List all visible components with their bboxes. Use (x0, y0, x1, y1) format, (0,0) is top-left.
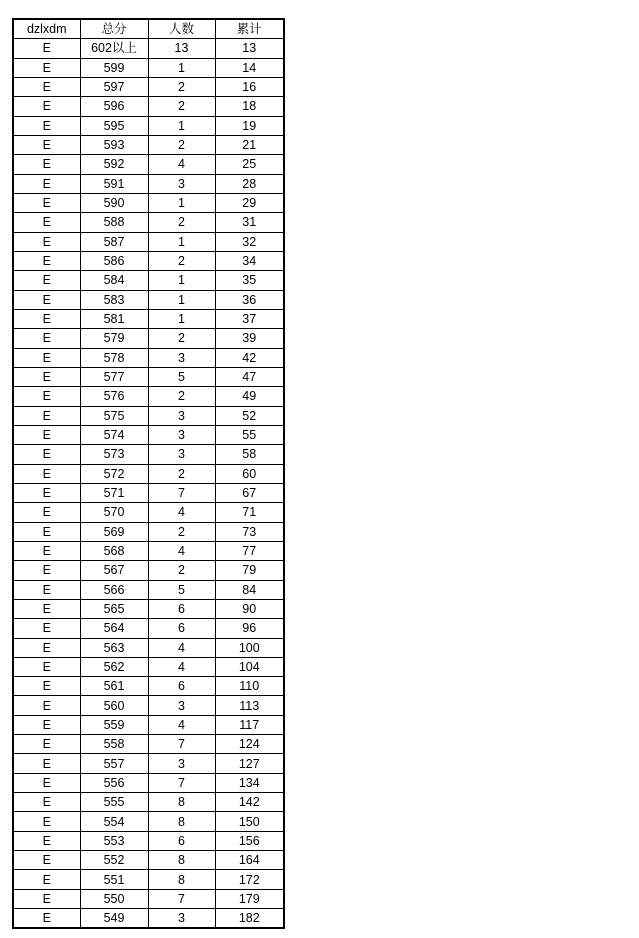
cell-dzlxdm: E (13, 116, 80, 135)
cell-dzlxdm: E (13, 39, 80, 58)
table-row (13, 367, 284, 386)
cell-dzlxdm: E (13, 735, 80, 754)
cell-count: 3 (148, 425, 215, 444)
cell-cumulative: 134 (215, 773, 284, 792)
cell-dzlxdm: E (13, 831, 80, 850)
cell-total-score: 587 (80, 232, 148, 251)
cell-total-score: 586 (80, 251, 148, 270)
cell-cumulative: 58 (215, 445, 284, 464)
cell-count: 2 (148, 464, 215, 483)
table-row (13, 309, 284, 328)
cell-total-score: 567 (80, 561, 148, 580)
cell-dzlxdm: E (13, 638, 80, 657)
cell-total-score: 583 (80, 290, 148, 309)
table-row (13, 39, 284, 58)
cell-cumulative: 150 (215, 812, 284, 831)
cell-total-score: 592 (80, 155, 148, 174)
cell-cumulative: 21 (215, 135, 284, 154)
cell-total-score: 566 (80, 580, 148, 599)
cell-cumulative: 127 (215, 754, 284, 773)
cell-count: 2 (148, 561, 215, 580)
cell-dzlxdm: E (13, 851, 80, 870)
cell-cumulative: 36 (215, 290, 284, 309)
cell-dzlxdm: E (13, 793, 80, 812)
cell-count: 1 (148, 116, 215, 135)
cell-count: 1 (148, 232, 215, 251)
cell-dzlxdm: E (13, 348, 80, 367)
cell-cumulative: 25 (215, 155, 284, 174)
table-row (13, 677, 284, 696)
cell-count: 2 (148, 522, 215, 541)
cell-cumulative: 100 (215, 638, 284, 657)
header-dzlxdm: dzlxdm (13, 19, 80, 39)
cell-dzlxdm: E (13, 155, 80, 174)
cell-total-score: 551 (80, 870, 148, 889)
cell-cumulative: 18 (215, 97, 284, 116)
cell-dzlxdm: E (13, 97, 80, 116)
cell-cumulative: 49 (215, 387, 284, 406)
cell-dzlxdm: E (13, 251, 80, 270)
table-row (13, 599, 284, 618)
table-row (13, 174, 284, 193)
table-row (13, 348, 284, 367)
table-row (13, 889, 284, 908)
cell-total-score: 570 (80, 503, 148, 522)
table-row (13, 58, 284, 77)
cell-total-score: 602以上 (80, 39, 148, 58)
cell-cumulative: 73 (215, 522, 284, 541)
cell-total-score: 596 (80, 97, 148, 116)
cell-dzlxdm: E (13, 812, 80, 831)
cell-cumulative: 28 (215, 174, 284, 193)
cell-cumulative: 142 (215, 793, 284, 812)
table-row (13, 735, 284, 754)
table-row (13, 116, 284, 135)
cell-count: 6 (148, 677, 215, 696)
table-row (13, 638, 284, 657)
cell-count: 1 (148, 193, 215, 212)
cell-dzlxdm: E (13, 193, 80, 212)
cell-dzlxdm: E (13, 909, 80, 929)
cell-cumulative: 31 (215, 213, 284, 232)
cell-cumulative: 156 (215, 831, 284, 850)
cell-dzlxdm: E (13, 677, 80, 696)
cell-count: 3 (148, 909, 215, 929)
cell-cumulative: 84 (215, 580, 284, 599)
cell-dzlxdm: E (13, 406, 80, 425)
cell-total-score: 554 (80, 812, 148, 831)
cell-total-score: 576 (80, 387, 148, 406)
cell-dzlxdm: E (13, 271, 80, 290)
cell-cumulative: 67 (215, 483, 284, 502)
cell-count: 13 (148, 39, 215, 58)
cell-total-score: 584 (80, 271, 148, 290)
cell-count: 6 (148, 599, 215, 618)
cell-total-score: 565 (80, 599, 148, 618)
table-row (13, 329, 284, 348)
cell-count: 4 (148, 638, 215, 657)
cell-cumulative: 39 (215, 329, 284, 348)
cell-total-score: 581 (80, 309, 148, 328)
cell-total-score: 569 (80, 522, 148, 541)
cell-dzlxdm: E (13, 541, 80, 560)
cell-count: 5 (148, 367, 215, 386)
cell-dzlxdm: E (13, 889, 80, 908)
table-row (13, 851, 284, 870)
cell-dzlxdm: E (13, 619, 80, 638)
cell-count: 2 (148, 213, 215, 232)
header-total-score: 总分 (80, 19, 148, 39)
cell-cumulative: 164 (215, 851, 284, 870)
cell-count: 7 (148, 483, 215, 502)
table-row (13, 561, 284, 580)
cell-dzlxdm: E (13, 715, 80, 734)
cell-total-score: 599 (80, 58, 148, 77)
cell-count: 3 (148, 174, 215, 193)
cell-total-score: 564 (80, 619, 148, 638)
cell-total-score: 557 (80, 754, 148, 773)
cell-cumulative: 79 (215, 561, 284, 580)
cell-total-score: 568 (80, 541, 148, 560)
cell-cumulative: 16 (215, 77, 284, 96)
table-row (13, 812, 284, 831)
cell-dzlxdm: E (13, 213, 80, 232)
cell-dzlxdm: E (13, 522, 80, 541)
cell-total-score: 595 (80, 116, 148, 135)
cell-count: 8 (148, 812, 215, 831)
cell-count: 4 (148, 657, 215, 676)
table-body (13, 39, 284, 929)
cell-dzlxdm: E (13, 503, 80, 522)
cell-total-score: 563 (80, 638, 148, 657)
cell-total-score: 591 (80, 174, 148, 193)
table-row (13, 696, 284, 715)
cell-dzlxdm: E (13, 561, 80, 580)
cell-count: 2 (148, 329, 215, 348)
cell-cumulative: 77 (215, 541, 284, 560)
cell-dzlxdm: E (13, 135, 80, 154)
cell-dzlxdm: E (13, 445, 80, 464)
cell-total-score: 597 (80, 77, 148, 96)
table-row (13, 406, 284, 425)
cell-count: 6 (148, 619, 215, 638)
cell-total-score: 552 (80, 851, 148, 870)
cell-total-score: 553 (80, 831, 148, 850)
table-row (13, 503, 284, 522)
cell-dzlxdm: E (13, 387, 80, 406)
cell-dzlxdm: E (13, 754, 80, 773)
cell-total-score: 549 (80, 909, 148, 929)
cell-total-score: 575 (80, 406, 148, 425)
cell-total-score: 579 (80, 329, 148, 348)
table-row (13, 541, 284, 560)
cell-count: 2 (148, 387, 215, 406)
cell-count: 1 (148, 309, 215, 328)
cell-count: 4 (148, 541, 215, 560)
cell-total-score: 590 (80, 193, 148, 212)
cell-dzlxdm: E (13, 696, 80, 715)
cell-count: 8 (148, 870, 215, 889)
cell-dzlxdm: E (13, 580, 80, 599)
cell-count: 2 (148, 135, 215, 154)
cell-count: 1 (148, 290, 215, 309)
cell-count: 4 (148, 503, 215, 522)
cell-total-score: 593 (80, 135, 148, 154)
table-row (13, 155, 284, 174)
table-row (13, 425, 284, 444)
table-row (13, 464, 284, 483)
cell-dzlxdm: E (13, 464, 80, 483)
cell-count: 2 (148, 97, 215, 116)
cell-dzlxdm: E (13, 309, 80, 328)
cell-cumulative: 55 (215, 425, 284, 444)
cell-count: 2 (148, 77, 215, 96)
cell-cumulative: 182 (215, 909, 284, 929)
cell-dzlxdm: E (13, 773, 80, 792)
table-row (13, 580, 284, 599)
cell-total-score: 559 (80, 715, 148, 734)
cell-cumulative: 90 (215, 599, 284, 618)
cell-count: 1 (148, 58, 215, 77)
cell-total-score: 588 (80, 213, 148, 232)
cell-count: 3 (148, 348, 215, 367)
table-row (13, 135, 284, 154)
cell-cumulative: 113 (215, 696, 284, 715)
table-row (13, 870, 284, 889)
cell-total-score: 562 (80, 657, 148, 676)
cell-cumulative: 29 (215, 193, 284, 212)
table-row (13, 387, 284, 406)
cell-cumulative: 104 (215, 657, 284, 676)
cell-count: 3 (148, 406, 215, 425)
cell-cumulative: 110 (215, 677, 284, 696)
cell-cumulative: 14 (215, 58, 284, 77)
cell-count: 2 (148, 251, 215, 270)
cell-dzlxdm: E (13, 657, 80, 676)
table-row (13, 773, 284, 792)
cell-dzlxdm: E (13, 425, 80, 444)
cell-total-score: 578 (80, 348, 148, 367)
cell-count: 4 (148, 155, 215, 174)
cell-cumulative: 52 (215, 406, 284, 425)
cell-cumulative: 32 (215, 232, 284, 251)
table-row (13, 97, 284, 116)
cell-total-score: 550 (80, 889, 148, 908)
table-row (13, 290, 284, 309)
cell-dzlxdm: E (13, 58, 80, 77)
cell-count: 8 (148, 851, 215, 870)
cell-cumulative: 37 (215, 309, 284, 328)
score-distribution-table (12, 18, 285, 929)
cell-count: 3 (148, 445, 215, 464)
cell-total-score: 574 (80, 425, 148, 444)
table-row (13, 232, 284, 251)
cell-count: 1 (148, 271, 215, 290)
cell-cumulative: 42 (215, 348, 284, 367)
cell-count: 8 (148, 793, 215, 812)
cell-cumulative: 34 (215, 251, 284, 270)
cell-cumulative: 117 (215, 715, 284, 734)
cell-total-score: 556 (80, 773, 148, 792)
cell-cumulative: 60 (215, 464, 284, 483)
table-row (13, 251, 284, 270)
cell-count: 4 (148, 715, 215, 734)
table-row (13, 483, 284, 502)
cell-count: 7 (148, 773, 215, 792)
cell-total-score: 555 (80, 793, 148, 812)
cell-total-score: 572 (80, 464, 148, 483)
cell-cumulative: 179 (215, 889, 284, 908)
table-row (13, 271, 284, 290)
cell-total-score: 560 (80, 696, 148, 715)
cell-cumulative: 124 (215, 735, 284, 754)
header-cumulative: 累计 (215, 19, 284, 39)
cell-count: 5 (148, 580, 215, 599)
cell-dzlxdm: E (13, 232, 80, 251)
cell-dzlxdm: E (13, 367, 80, 386)
table-row (13, 793, 284, 812)
cell-cumulative: 71 (215, 503, 284, 522)
table-row (13, 831, 284, 850)
cell-cumulative: 19 (215, 116, 284, 135)
table-row (13, 193, 284, 212)
cell-count: 7 (148, 735, 215, 754)
cell-total-score: 577 (80, 367, 148, 386)
table-row (13, 522, 284, 541)
cell-count: 6 (148, 831, 215, 850)
cell-total-score: 558 (80, 735, 148, 754)
cell-count: 3 (148, 754, 215, 773)
table-row (13, 754, 284, 773)
table-row (13, 619, 284, 638)
cell-dzlxdm: E (13, 329, 80, 348)
cell-cumulative: 13 (215, 39, 284, 58)
cell-dzlxdm: E (13, 174, 80, 193)
table-row (13, 715, 284, 734)
cell-cumulative: 47 (215, 367, 284, 386)
cell-total-score: 561 (80, 677, 148, 696)
header-count: 人数 (148, 19, 215, 39)
cell-count: 7 (148, 889, 215, 908)
table-row (13, 657, 284, 676)
table-row (13, 909, 284, 929)
table-header-row (13, 19, 284, 39)
cell-dzlxdm: E (13, 483, 80, 502)
cell-dzlxdm: E (13, 599, 80, 618)
cell-cumulative: 172 (215, 870, 284, 889)
table-row (13, 445, 284, 464)
cell-cumulative: 35 (215, 271, 284, 290)
cell-dzlxdm: E (13, 290, 80, 309)
cell-cumulative: 96 (215, 619, 284, 638)
cell-count: 3 (148, 696, 215, 715)
table-row (13, 77, 284, 96)
cell-dzlxdm: E (13, 870, 80, 889)
cell-total-score: 573 (80, 445, 148, 464)
cell-dzlxdm: E (13, 77, 80, 96)
table-row (13, 213, 284, 232)
cell-total-score: 571 (80, 483, 148, 502)
